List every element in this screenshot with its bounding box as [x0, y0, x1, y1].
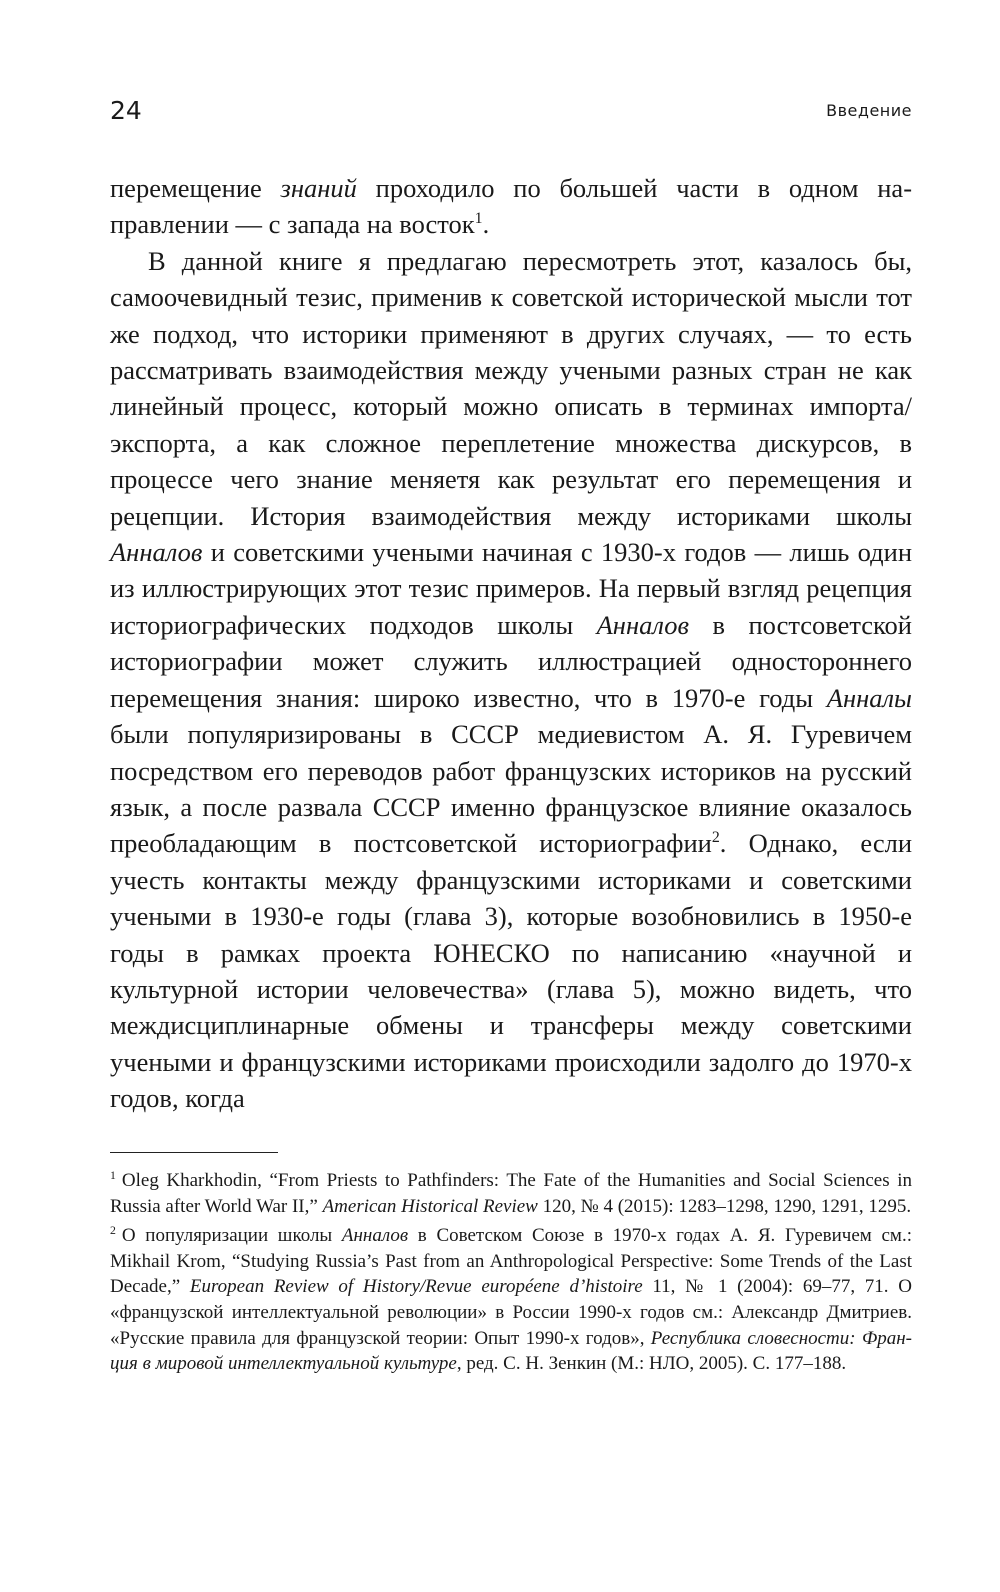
italic-run: European Review of History/Revue européene d’histoire — [189, 1276, 643, 1298]
italic-run: Анналы — [826, 682, 912, 713]
italic-run: Республика словесности: Франция в мировой интеллектуальной культуре — [110, 1327, 912, 1375]
italic-run: Анналов — [596, 609, 689, 640]
footnotes — [110, 1168, 912, 1381]
page-header — [110, 96, 912, 126]
text-run: в постсоветской историографии может служить иллюстрацией одностороннего перемещения знания: широко известно, что в 1970-е годы — [110, 609, 912, 713]
footnote-number: 2 — [110, 1223, 116, 1237]
text-run: . Однако, если учесть контакты между французскими историками и советскими учеными в 1930-е годы (глава 3), которые возобновились в 1950-е годы в рамках проекта ЮНЕСКО по написанию «научной и культурной истории человечества» (глава 5), можно видеть, что междисциплинарные обмены и трансферы между советскими учеными и французскими историками происходили задолго до 1970-х годов, когда — [110, 828, 912, 1114]
italic-run: Анналов — [110, 537, 203, 568]
italic-run: American Historical Review — [322, 1195, 538, 1217]
text-run: 120, № 4 (2015): 1283–1298, 1290, 1291, 1295. — [537, 1195, 912, 1217]
text-run: проходило по большей части в одном направлении — с запада на восток — [110, 173, 913, 240]
text-run: и советскими учеными начиная с 1930-х годов — лишь один из иллюстрирующих этот тезис примеров. На первый взгляд рецепция историографических подходов школы — [110, 537, 912, 640]
footnote-ref-2[interactable]: 2 — [711, 829, 720, 847]
page-number: 24 — [110, 96, 142, 125]
main-text — [110, 170, 912, 1117]
text-run: , ред. С. Н. Зенкин (М.: НЛО, 2005). С. 177–188. — [456, 1353, 847, 1375]
footnote-number: 1 — [110, 1168, 116, 1182]
text-run: В данной книге я предлагаю пересмотреть этот, казалось бы, самоочевидный тезис, применив к советской исторической мысли тот же подход, что историки применяют в других случаях, — то есть рассматривать взаимодействия между учеными разных стран не как линейный процесс, который можно описать в терминах импорта/экспорта, а как сложное переплетение множества дискурсов, в процессе чего знание меняетя как результат его перемещения и рецепции. История взаимодействия между историками школы — [110, 245, 912, 531]
paragraph-1 — [110, 170, 912, 243]
text-run: перемещение — [110, 173, 281, 203]
paragraph-2 — [110, 243, 912, 1117]
footnote-separator — [110, 1152, 278, 1153]
text-run: Oleg Kharkhodin, “From Priests to Pathfinders: The Fate of the Humanities and Social Sciences in Russia after World War II,” — [110, 1170, 912, 1217]
text-run: О популяризации школы — [121, 1225, 342, 1247]
text-run: . — [482, 209, 490, 240]
running-head: Введение — [826, 101, 912, 120]
text-run: в Советском Союзе в 1970-х годах А. Я. Гуревичем см.: Mikhail Krom, “Studying Russia’s Past from an Anthropological Perspective: Some Trends of the Last Decade,” — [110, 1225, 912, 1298]
footnote-2 — [110, 1223, 912, 1377]
footnote-1 — [110, 1168, 912, 1219]
footnote-ref-1[interactable]: 1 — [474, 210, 483, 228]
italic-run: знаний — [280, 173, 357, 203]
text-run: 11, № 1 (2004): 69–77, 71. О «французской интеллектуальной революции» в России 1990-х годов см.: Александр Дмитриев. «Русские правила для французской теории: Опыт 1990-х годов», — [110, 1276, 913, 1349]
italic-run: Анналов — [341, 1225, 409, 1247]
text-run: были популяризированы в СССР медиевистом А. Я. Гуревичем посредством его переводов работ французских историков на русский язык, а после развала СССР именно французское влияние оказалось преобладающим в постсоветской историографии — [110, 719, 912, 859]
